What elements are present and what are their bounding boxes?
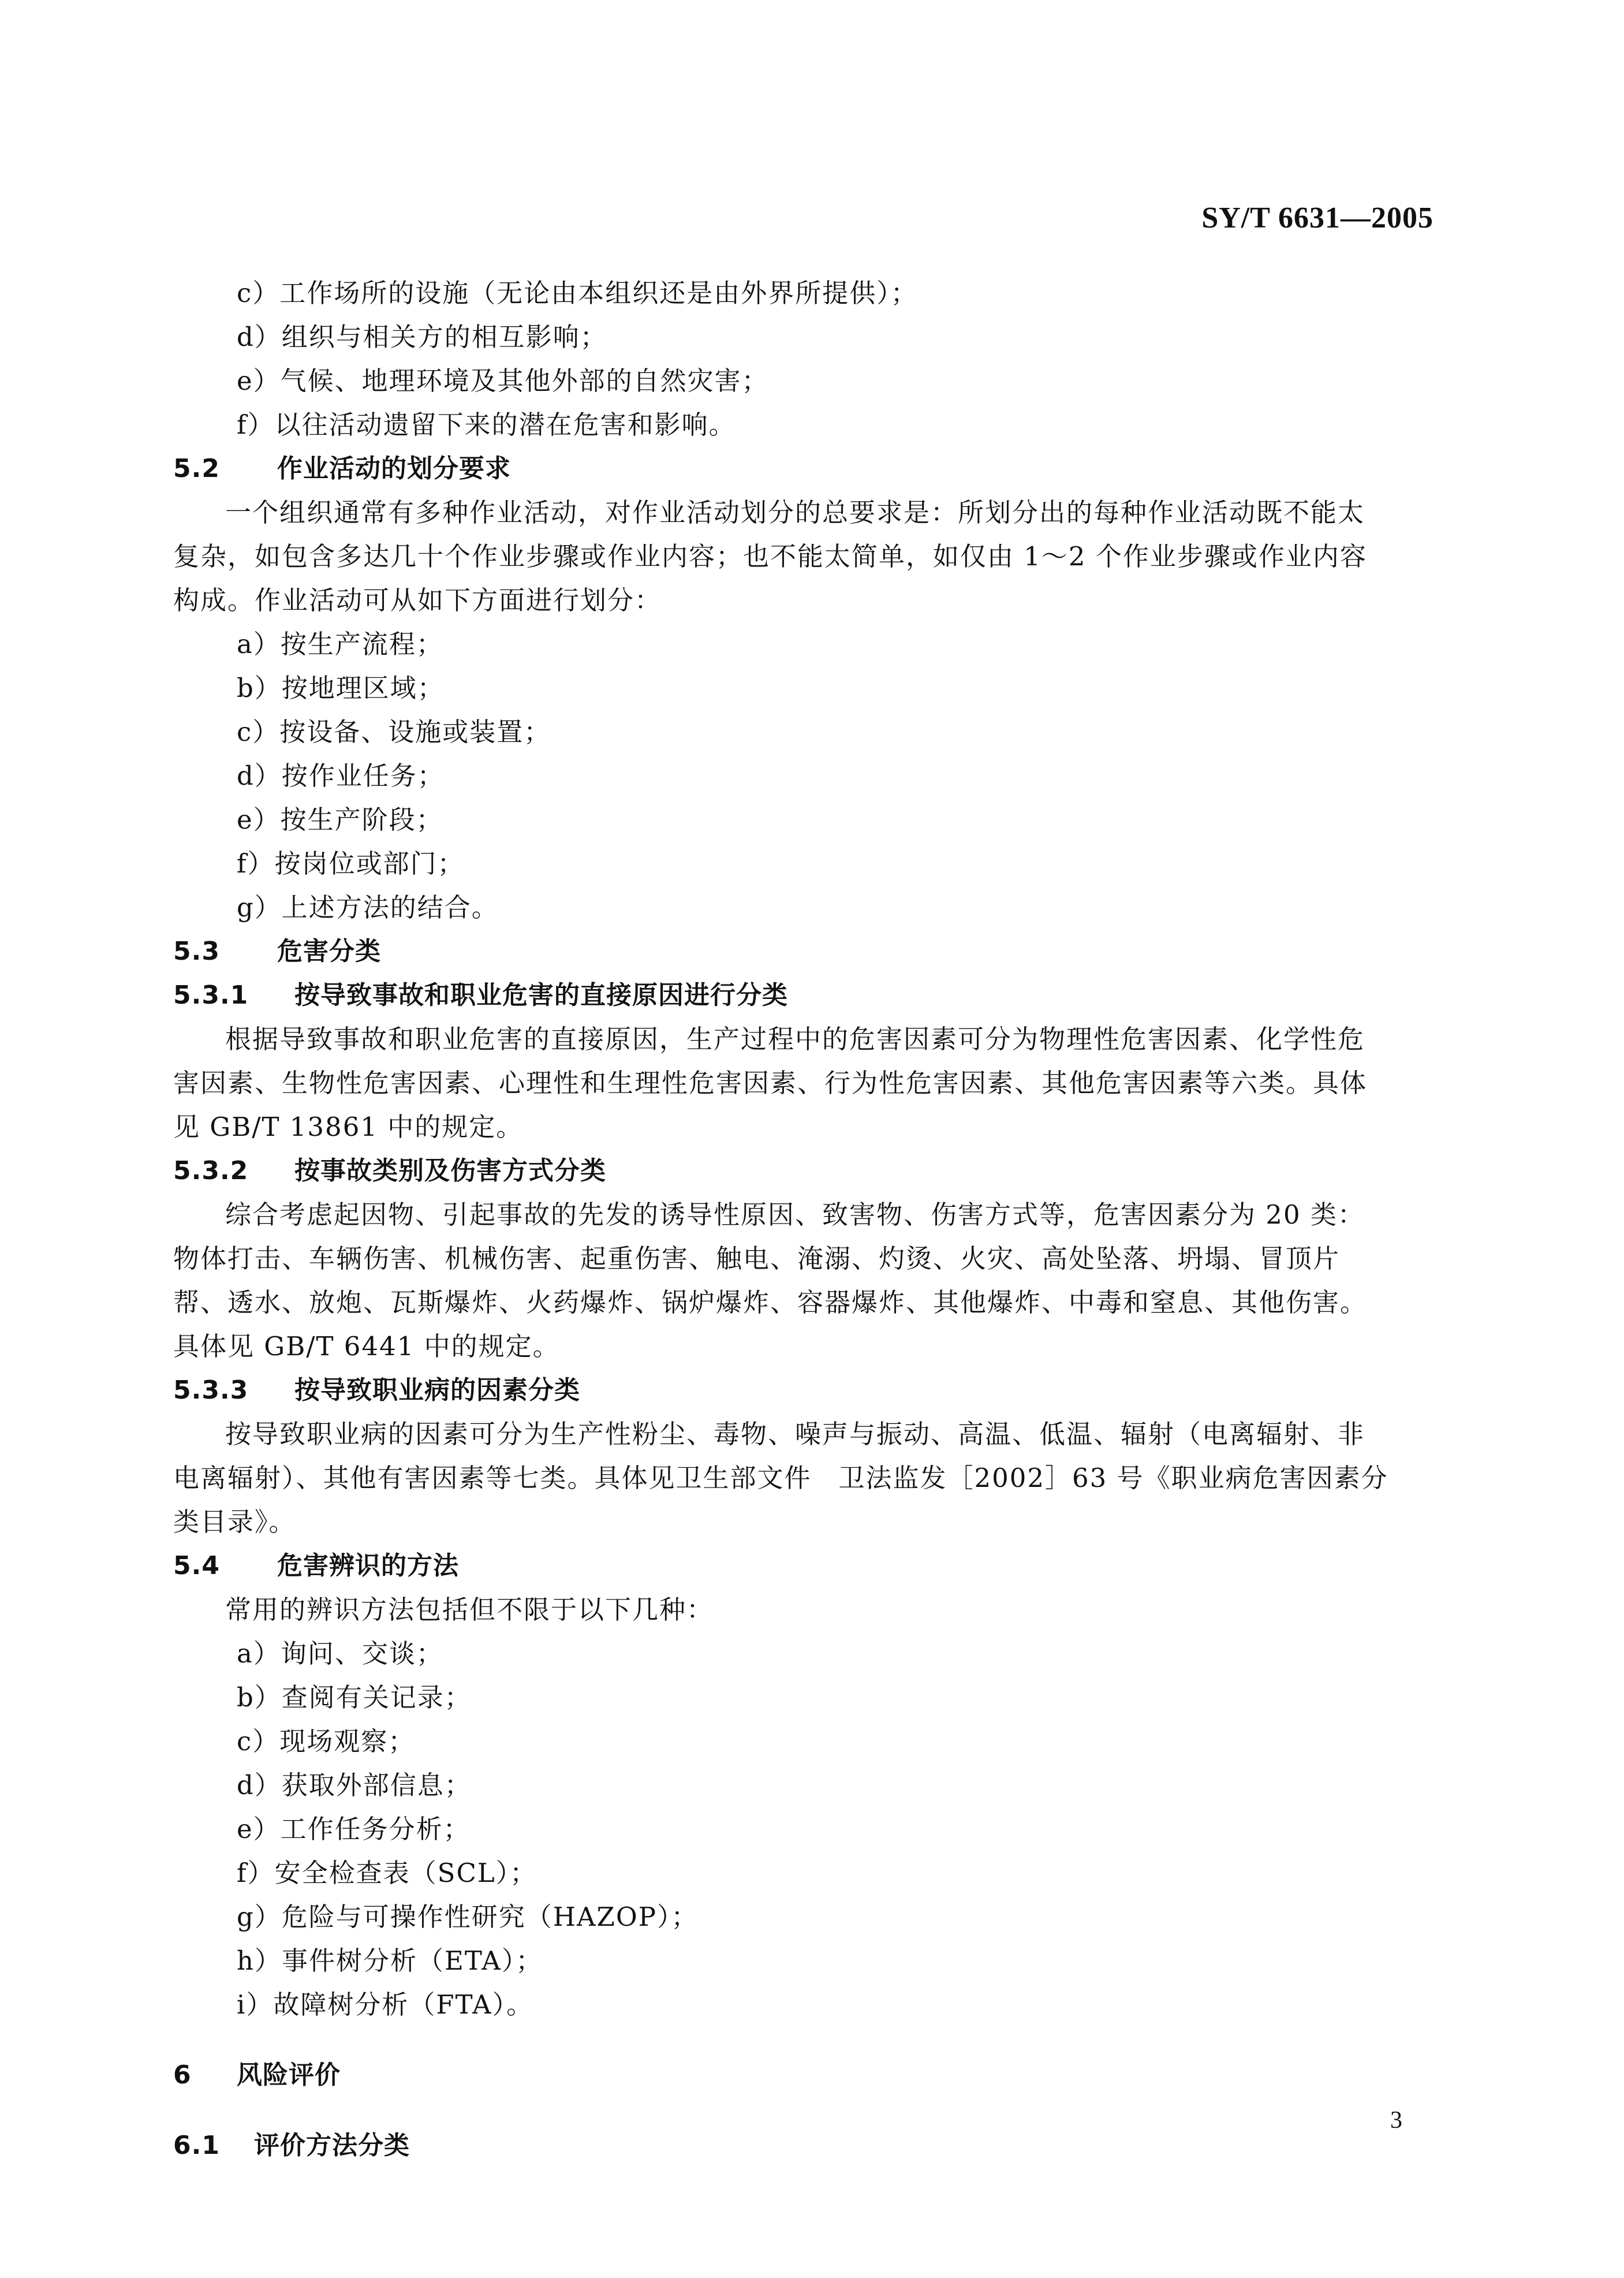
list-item: f）以往活动遗留下来的潜在危害和影响。 xyxy=(237,409,736,440)
list-5-4 xyxy=(173,1632,1449,2027)
list-item: d）获取外部信息； xyxy=(237,1770,472,1800)
paragraph-line: 电离辐射）、其他有害因素等七类。具体见卫生部文件 卫法监发［2002］63 号《职业病危害因素分 xyxy=(173,1463,1388,1493)
section-heading-5-2 xyxy=(173,447,1449,491)
list-item: h）事件树分析（ETA）； xyxy=(237,1945,543,1976)
list-item: d）按作业任务； xyxy=(237,760,445,791)
paragraph-line: 害因素、生物性危害因素、心理性和生理性危害因素、行为性危害因素、其他危害因素等六类。具体 xyxy=(173,1068,1368,1098)
paragraph-line: 一个组织通常有多种作业活动，对作业活动划分的总要求是：所划分出的每种作业活动既不能太 xyxy=(225,497,1365,528)
page-number: 3 xyxy=(1390,2107,1402,2134)
paragraph-line: 见 GB/T 13861 中的规定。 xyxy=(173,1112,524,1142)
paragraph-line: 根据导致事故和职业危害的直接原因，生产过程中的危害因素可分为物理性危害因素、化学性危 xyxy=(225,1024,1365,1054)
list-item: b）查阅有关记录； xyxy=(237,1682,472,1713)
list-item: c）按设备、设施或装置； xyxy=(237,717,551,747)
list-item: f）按岗位或部门； xyxy=(237,848,465,879)
section-number: 5.2 xyxy=(173,454,220,483)
paragraph-line: 复杂，如包含多达几十个作业步骤或作业内容；也不能太简单，如仅由 1～2 个作业步骤或作业内容 xyxy=(173,541,1367,572)
section-number: 5.3.2 xyxy=(173,1156,249,1185)
paragraph-5-3-2 xyxy=(173,1193,1449,1369)
paragraph-line: 具体见 GB/T 6441 中的规定。 xyxy=(173,1331,560,1362)
paragraph-5-3-3 xyxy=(173,1412,1449,1544)
section-title: 按事故类别及伤害方式分类 xyxy=(294,1156,606,1185)
list-item: b）按地理区域； xyxy=(237,673,445,703)
section-heading-6 xyxy=(173,2053,1449,2097)
section-heading-5-3-3 xyxy=(173,1369,1449,1412)
section-title: 风险评价 xyxy=(237,2060,341,2090)
paragraph-line: 类目录》。 xyxy=(173,1507,296,1537)
paragraph-5-2 xyxy=(173,491,1449,622)
paragraph-line: 综合考虑起因物、引起事故的先发的诱导性原因、致害物、伤害方式等，危害因素分为 20 类： xyxy=(225,1199,1365,1230)
list-item: c）工作场所的设施（无论由本组织还是由外界所提供）； xyxy=(237,278,918,308)
section-title: 危害辨识的方法 xyxy=(277,1551,459,1580)
list-item: e）按生产阶段； xyxy=(237,804,443,835)
section-number: 5.4 xyxy=(173,1551,220,1580)
page-content xyxy=(173,271,1449,2168)
spacer xyxy=(173,2027,1449,2053)
list-item: g）危险与可操作性研究（HAZOP）； xyxy=(237,1902,699,1932)
spacer xyxy=(173,2097,1449,2124)
list-5-2 xyxy=(173,622,1449,930)
standard-code: SY/T 6631—2005 xyxy=(1201,202,1433,234)
section-title: 危害分类 xyxy=(277,937,381,966)
section-heading-5-3-1 xyxy=(173,974,1449,1017)
section-number: 5.3 xyxy=(173,937,220,966)
section-heading-5-4 xyxy=(173,1544,1449,1588)
list-item: d）组织与相关方的相互影响； xyxy=(237,322,607,352)
list-item: a）按生产流程； xyxy=(237,629,443,659)
list-item: e）工作任务分析； xyxy=(237,1814,471,1844)
section-number: 5.3.1 xyxy=(173,980,249,1010)
paragraph-line: 构成。作业活动可从如下方面进行划分： xyxy=(173,585,662,616)
section-heading-5-3 xyxy=(173,930,1449,974)
paragraph-line: 按导致职业病的因素可分为生产性粉尘、毒物、噪声与振动、高温、低温、辐射（电离辐射、非 xyxy=(225,1419,1365,1449)
list-item: f）安全检查表（SCL）； xyxy=(237,1858,537,1888)
list-top xyxy=(173,271,1449,447)
list-item: c）现场观察； xyxy=(237,1726,416,1757)
section-title: 评价方法分类 xyxy=(254,2131,410,2160)
paragraph-5-4 xyxy=(173,1588,1449,1632)
section-title: 按导致职业病的因素分类 xyxy=(294,1375,580,1405)
section-heading-6-1 xyxy=(173,2124,1449,2168)
paragraph-line: 帮、透水、放炮、瓦斯爆炸、火药爆炸、锅炉爆炸、容器爆炸、其他爆炸、中毒和窒息、其他伤害。 xyxy=(173,1287,1368,1318)
section-title: 作业活动的划分要求 xyxy=(277,454,511,483)
section-number: 6.1 xyxy=(173,2131,220,2160)
section-number: 5.3.3 xyxy=(173,1375,249,1405)
list-item: e）气候、地理环境及其他外部的自然灾害； xyxy=(237,366,769,396)
list-item: i）故障树分析（FTA）。 xyxy=(237,1989,534,2020)
section-number: 6 xyxy=(173,2060,192,2090)
section-title: 按导致事故和职业危害的直接原因进行分类 xyxy=(294,980,788,1010)
paragraph-line: 常用的辨识方法包括但不限于以下几种： xyxy=(225,1594,714,1625)
list-item: g）上述方法的结合。 xyxy=(237,892,499,923)
list-item: a）询问、交谈； xyxy=(237,1638,443,1669)
section-heading-5-3-2 xyxy=(173,1149,1449,1193)
paragraph-5-3-1 xyxy=(173,1017,1449,1149)
paragraph-line: 物体打击、车辆伤害、机械伤害、起重伤害、触电、淹溺、灼烫、火灾、高处坠落、坍塌、冒顶片 xyxy=(173,1243,1341,1274)
